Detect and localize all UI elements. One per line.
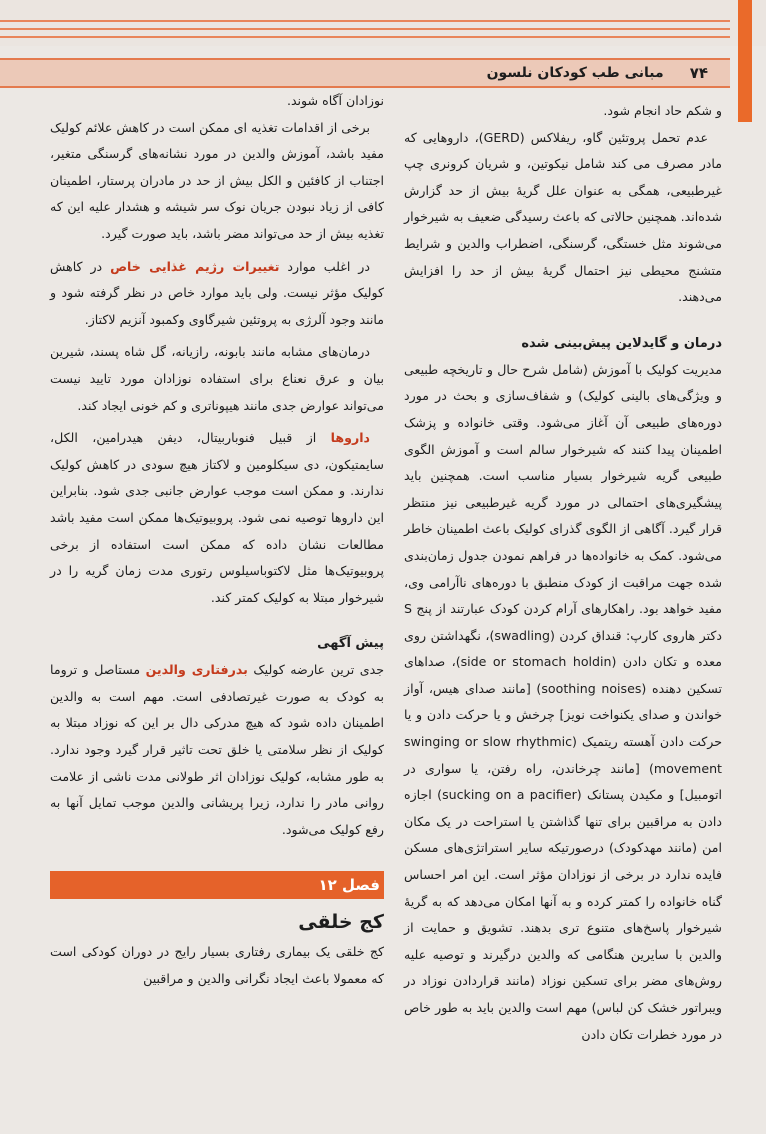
- text-run: جدی ترین عارضه کولیک: [253, 662, 384, 678]
- paragraph: درمان‌های مشابه مانند بابونه، رازیانه، گل شاه پسند، شیرین بیان و عرق نعناع برای استفاده نوزادان مورد تایید نیست می‌تواند عوارض جدی مانند هیپوناتری و کم خونی ایجاد کند.: [50, 344, 384, 413]
- running-header: [0, 58, 730, 88]
- left-column: [50, 88, 384, 993]
- top-decorative-stripe: [0, 0, 766, 46]
- paragraph: [50, 657, 384, 843]
- paragraph: برخی از اقدامات تغذیه ای ممکن است در کاهش علائم کولیک مفید باشد، آموزش والدین در مورد نشانه‌های گرسنگی متغیر، اجتناب از کافئین و الکل بیش از حد در مادران پرستار، اطمینان کافی از زیاد نبودن جریان نوک سر شیشه و هشدار علیه این که تغذیه بیش از حد می‌تواند مضر باشد، باید صورت گیرد.: [50, 119, 384, 241]
- text-run: در کاهش کولیک مؤثر نیست. ولی باید موارد خاص در نظر گرفته شود و مانند وجود آلرژی به پروتئین شیرگاوی وکمبود آنزیم لاکتاز.: [50, 258, 384, 327]
- paragraph: عدم تحمل پروتئین گاو، ریفلاکس (GERD)، داروهایی که مادر مصرف می کند شامل نیکوتین، و شریان کرونری چپ غیرطبیعی، همگی به عنوان علل گریهٔ بیش از حد گزارش شده‌اند. همچنین حالاتی که باعث رسیدگی ضعیف به شیرخوار می‌شوند مثل خستگی، گرسنگی، اضطراب والدین و شرایط متشنج محیطی نیز احتمال گریهٔ بیش از حد را افزایش می‌دهند.: [404, 129, 722, 305]
- page-accent-bar: [738, 0, 752, 122]
- text-run: در اغلب موارد: [287, 258, 370, 274]
- right-column: [404, 98, 722, 1048]
- text-run: مستاصل و تروما به کودک به صورت غیرتصادفی است. مهم است به والدین اطمینان داده شود که هیچ مدرکی دال بر این که نوزاد مبتلا به کولیک از نظر سلامتی یا خلق تحت تاثیر قرار گیرد وجود ندارد. به طور مشابه، کولیک نوزادان اثر طولانی مدت ناشی از علامت روانی مادر را ندارد، زیرا پریشانی والدین موجب تمایل آنها به رفع کولیک می‌شود.: [50, 662, 384, 837]
- section-heading-prognosis: پیش آگهی: [317, 636, 384, 652]
- chapter-label: فصل ۱۲: [318, 876, 380, 895]
- paragraph: کج خلقی یک بیماری رفتاری بسیار رایج در دوران کودکی است که معمولا باعث ایجاد نگرانی والدین و مراقبین: [50, 944, 384, 987]
- highlighted-term: بدرفتاری والدین: [145, 662, 248, 678]
- book-title: مبانی طب کودکان نلسون: [486, 65, 664, 81]
- chapter-bar: [50, 871, 384, 899]
- paragraph: نوزادان آگاه شوند.: [286, 93, 384, 108]
- text-run: از قبیل فنوباربیتال، دیفن هیدرامین، الکل، سایمتیکون، دی سیکلومین و لاکتاز هیچ سودی در کاهش کولیک ندارند. و ممکن است موجب عوارض جانبی جدی شود. بنابراین این داروها توصیه نمی شود. پروبیوتیک‌ها ممکن است مفید باشد مطالعات نشان داده که ممکن است استفاده از برخی پروبیوتیک‌ها مثل لاکتوباسیلوس رتوری مدت زمان گریه را در شیرخوار مبتلا به کولیک کمتر کند.: [50, 430, 384, 605]
- paragraph: مدیریت کولیک با آموزش (شامل شرح حال و تاریخچه طبیعی و ویژگی‌های بالینی کولیک) و شفاف‌سازی و بحث در مورد دوره‌های طبیعی آن آغاز می‌شود. وقتی خانواده و پزشک اطمینان پیدا کنند که شیرخوار سالم است و آموزش الگوی طبیعی گریه شیرخوار بسیار مناسب است. همچنین باید پیشگیری‌های احتمالی در مورد گریه غیرطبیعی نیز منتظر قرار گیرد. آگاهی از الگوی گذرای کولیک باعث اطمینان خاطر می‌شود. کمک به خانواده‌ها در فراهم نمودن جدول زمان‌بندی شده جهت مراقبت از کودک منطبق با دوره‌های ناآرامی وی، مفید خواهد بود. راهکارهای آرام کردن کودک عبارتند از پنج S دکتر هاروی کارپ: قنداق کردن (swadling)، نگهداشتن روی معده و تکان دادن (side or stomach holdin)، صداهای تسکین دهنده (soothing noises) [مانند صدای هیس، آواز خواندن و صدای یکنواخت نویز] چرخش و یا حرکت دادن و یا حرکت دادن آهسته ریتمیک (swinging or slow rhythmic movement) [مانند چرخاندن، راه رفتن، یا سواری در اتومبیل] و مکیدن پستانک (sucking on a pacifier) اجازه دادن به مراقبین برای تنها گذاشتن یا استراحت در یک مکان امن (مانند مهدکودک) درصورتیکه سایر استراتژی‌های مسکن فایده ندارد در برخی از نوزادان مؤثر است. این امر احساس گناه خانواده را کمتر کرده و به آنها امکان می‌دهد که به گریهٔ شیرخوار پاسخ‌های متنوع تری بدهند. تشویق و حمایت از والدین با سایرین هنگامی که والدین درگیرند و توصیه علیه روش‌های مضر برای تسکین نوزاد (مانند قراردادن نوزاد در ویبراتور خشک کن لباس) مهم است والدین باید به طور خاص در مورد خطرات تکان دادن: [404, 361, 722, 1042]
- chapter-title: کج خلقی: [298, 911, 384, 934]
- paragraph: و شکم حاد انجام شود.: [603, 103, 722, 118]
- section-heading-treatment: درمان و گایدلاین پیش‌بینی شده: [521, 335, 722, 351]
- highlighted-term: تغییرات رژیم غذایی خاص: [110, 258, 280, 274]
- paragraph: [50, 254, 384, 334]
- paragraph: [50, 425, 384, 611]
- highlighted-term: داروها: [330, 430, 370, 446]
- page-number: ۷۴: [689, 64, 708, 82]
